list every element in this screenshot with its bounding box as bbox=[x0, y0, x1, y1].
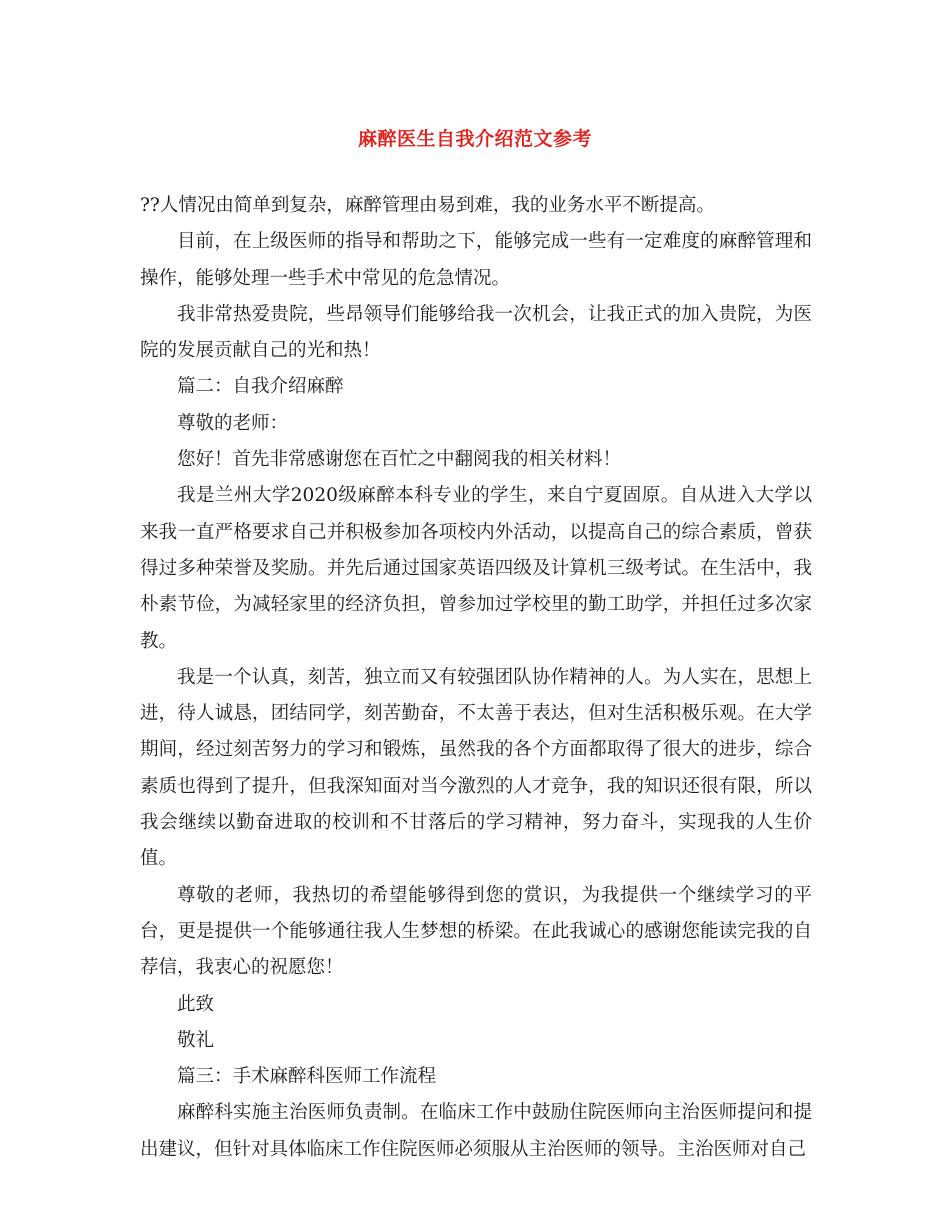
greeting: 您好！首先非常感谢您在百忙之中翻阅我的相关材料！ bbox=[177, 449, 622, 471]
paragraph-closing: 尊敬的老师，我热切的希望能够得到您的赏识，为我提供一个继续学习的平台，更是提供一个能够通往我人生梦想的桥梁。在此我诚心的感谢您能读完我的自荐信，我衷心的祝愿您！ bbox=[140, 884, 812, 979]
paragraph-intro: 我是兰州大学2020级麻醉本科专业的学生，来自宁夏固原。自从进入大学以来我一直严格要求自己并积极参加各项校内外活动，以提高自己的综合素质，曾获得过多种荣誉及奖励。并先后通过国家英语四级及计算机三级考试。在生活中，我朴素节俭，为减轻家里的经济负担，曾参加过学校里的勤工助学，并担任过多次家教。 bbox=[140, 485, 812, 652]
salutation: 尊敬的老师： bbox=[177, 412, 289, 434]
section-heading-2: 篇二：自我介绍麻醉 bbox=[177, 376, 344, 398]
section-heading-3: 篇三：手术麻醉科医师工作流程 bbox=[177, 1066, 437, 1088]
paragraph-workflow: 麻醉科实施主治医师负责制。在临床工作中鼓励住院医师向主治医师提问和提出建议，但针对具体临床工作住院医师必须服从主治医师的领导。主治医师对自己 bbox=[140, 1102, 812, 1160]
closing-jingli: 敬礼 bbox=[177, 1029, 215, 1051]
paragraph-1: ??人情况由简单到复杂，麻醉管理由易到难，我的业务水平不断提高。 bbox=[140, 195, 715, 216]
document-body bbox=[140, 188, 812, 1168]
document-title: 麻醉医生自我介绍范文参考 bbox=[357, 128, 592, 150]
closing-cizhi: 此致 bbox=[177, 993, 215, 1015]
paragraph-2: 目前，在上级医师的指导和帮助之下，能够完成一些有一定难度的麻醉管理和操作，能够处理一些手术中常见的危急情况。 bbox=[140, 231, 812, 289]
paragraph-3: 我非常热爱贵院，些昂领导们能够给我一次机会，让我正式的加入贵院，为医院的发展贡献自己的光和热！ bbox=[140, 303, 812, 362]
paragraph-character: 我是一个认真，刻苦，独立而又有较强团队协作精神的人。为人实在，思想上进，待人诚恳，团结同学，刻苦勤奋，不太善于表达，但对生活积极乐观。在大学期间，经过刻苦努力的学习和锻炼，虽然我的各个方面都取得了很大的进步，综合素质也得到了提升，但我深知面对当今激烈的人才竞争，我的知识还很有限，所以我会继续以勤奋进取的校训和不甘落后的学习精神，努力奋斗，实现我的人生价值。 bbox=[140, 666, 812, 870]
